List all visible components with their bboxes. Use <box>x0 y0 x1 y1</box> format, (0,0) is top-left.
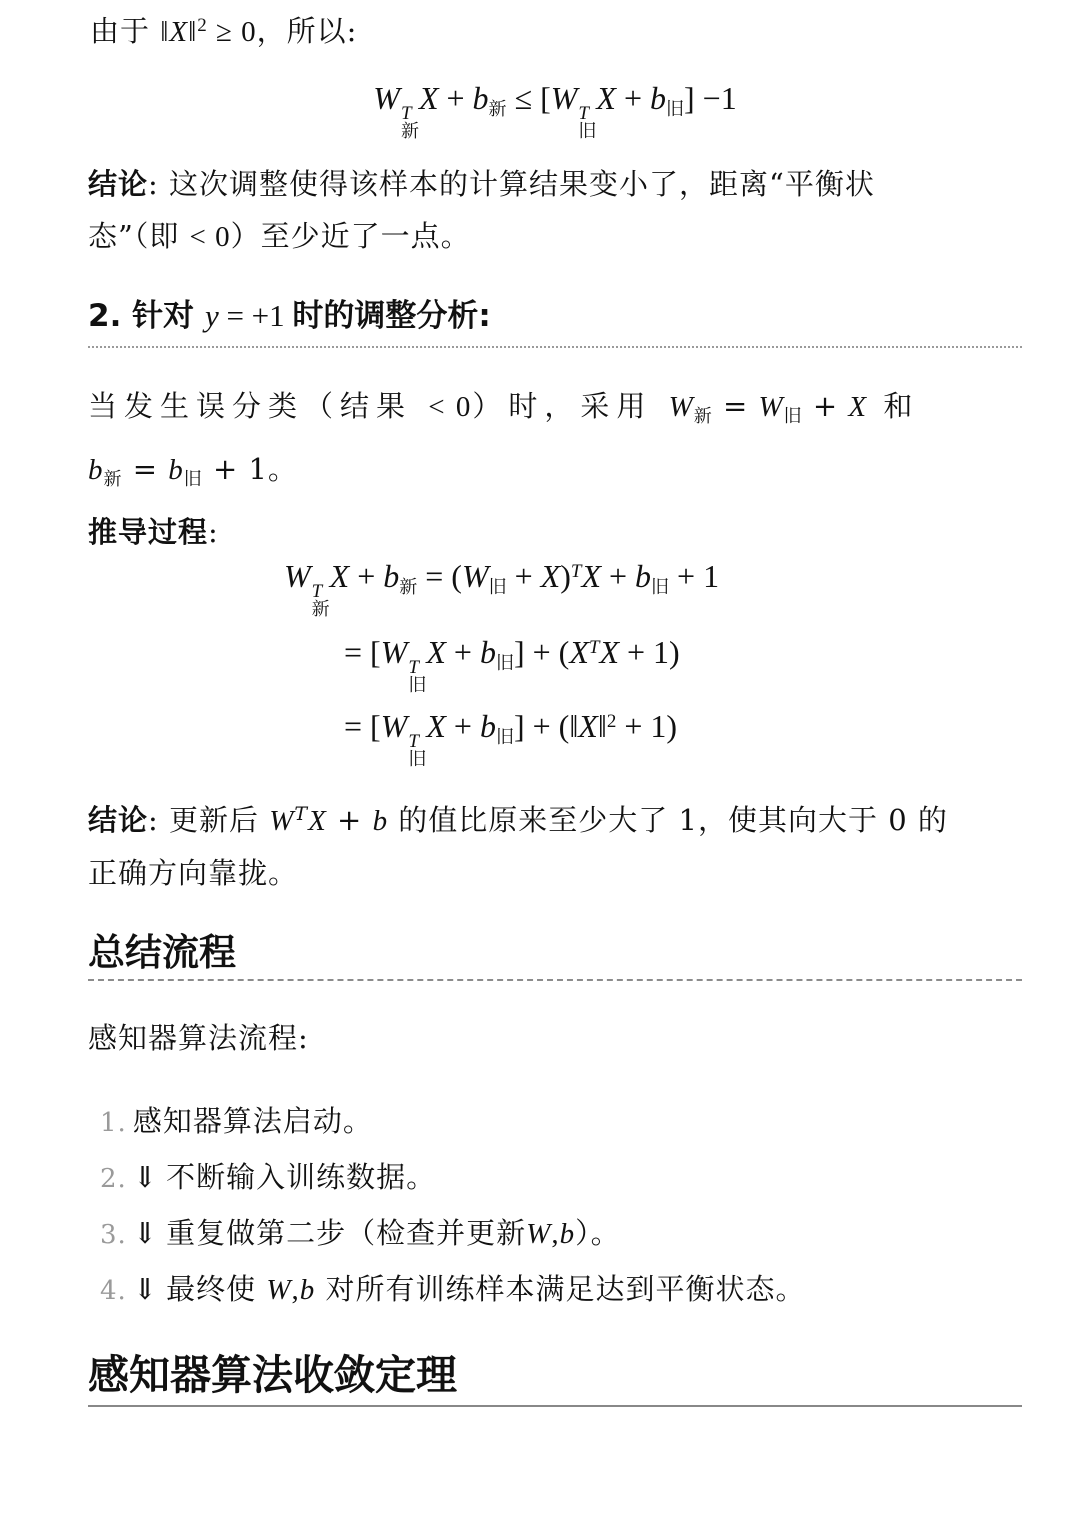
equation-tail: −1 <box>702 80 737 116</box>
list-item <box>100 1094 806 1150</box>
conclusion-2-text-c: ，使其向大于 <box>697 803 878 837</box>
conclusion-2-text-a: : 更新后 <box>148 803 260 837</box>
derivation-line-1: W T 新 $X + b_新 = (W_旧 + X)^TX + b_旧 + 1$ <box>284 558 720 620</box>
intro-line <box>90 0 357 58</box>
summary-divider <box>88 979 1022 981</box>
derivation-line-2: = [W T 旧 $X + b_旧] + (X^TX + 1)$ <box>344 634 680 696</box>
conclusion-2-one: 1 <box>678 803 698 837</box>
section-2-heading: 2. 针对 y = +1 时的调整分析: <box>88 298 491 334</box>
conclusion-2-text-b: 的值比原来至少大了 <box>398 803 669 837</box>
list-item <box>100 1150 806 1206</box>
down-arrow-icon: ⇓ <box>132 1272 159 1306</box>
intro-suffix: ，所以: <box>256 14 358 48</box>
conclusion-1-label: 结论 <box>88 167 149 201</box>
conclusion-2-zero: 0 <box>888 803 908 837</box>
conclusion-1-text-2a: 态”（即 <box>88 219 180 253</box>
down-arrow-icon: ⇓ <box>132 1216 159 1250</box>
list-text: 最终使 <box>166 1272 257 1306</box>
equation-inequality: W T 新 $X + b_新 \le [W$ T 旧 $X + b_旧] -1$ <box>373 80 737 142</box>
conclusion-2-text-d: 的 <box>917 803 948 837</box>
process-list <box>100 1094 806 1318</box>
list-text: 不断输入训练数据。 <box>166 1160 437 1194</box>
list-item: 3. ⇓ 重复做第二步（检查并更新W,b）。 <box>100 1216 621 1250</box>
summary-intro: 感知器算法流程: <box>88 1021 309 1055</box>
desc-b: ）时，采用 <box>472 389 653 423</box>
derivation-colon: : <box>208 515 219 549</box>
list-number: 3. <box>100 1220 127 1250</box>
section-2-divider <box>88 346 1022 348</box>
conclusion-2: 结论: 更新后 $W^TX + b$ 的值比原来至少大了 1，使其向大于 0 的 正确方向靠拢。 <box>88 803 948 890</box>
conclusion-1-text: : 这次调整使得该样本的计算结果变小了，距离“平衡状 <box>148 167 875 201</box>
list-number: 4. <box>100 1276 127 1306</box>
section-2-description: 当发生误分类（结果 < 0）时，采用 $W_新 = W_旧 + X$ 和 $b_新 = b_旧 + 1$。 推导过程: <box>88 389 920 549</box>
theorem-divider <box>88 1405 1022 1407</box>
intro-prefix: 由于 <box>90 14 151 48</box>
theorem-heading: 感知器算法收敛定理 <box>88 1351 457 1399</box>
conclusion-1-text-2b: ）至少近了一点。 <box>230 219 471 253</box>
summary-heading: 总结流程 <box>88 931 236 974</box>
section-2-heading-suffix: 时的调整分析: <box>292 298 491 334</box>
desc-a: 当发生误分类（结果 <box>88 389 413 423</box>
list-text: 重复做第二步（检查并更新 <box>166 1216 527 1250</box>
derivation-label: 推导过程 <box>88 515 209 549</box>
list-number: 2. <box>100 1164 127 1194</box>
list-number: 1. <box>100 1108 127 1138</box>
derivation-line-3: = [W T 旧 $X + b_旧$] + (‖X‖$^2$ + 1) <box>344 708 678 770</box>
list-text-tail: ）。 <box>575 1216 621 1250</box>
list-text-tail: 对所有训练样本满足达到平衡状态。 <box>325 1272 806 1306</box>
down-arrow-icon: ⇓ <box>132 1160 159 1194</box>
conclusion-2-line-2: 正确方向靠拢。 <box>88 856 299 890</box>
conclusion-1: 结论: 这次调整使得该样本的计算结果变小了，距离“平衡状 态”（即 < 0）至少近了一点。 <box>88 167 875 253</box>
list-text: 感知器算法启动。 <box>132 1104 373 1138</box>
desc-c: 和 <box>883 389 920 423</box>
conclusion-2-label: 结论 <box>88 803 149 837</box>
list-item: 4. ⇓ 最终使 W,b 对所有训练样本满足达到平衡状态。 <box>100 1272 806 1306</box>
section-2-heading-prefix: 2. 针对 <box>88 298 195 334</box>
norm-x-squared: ‖X‖$^2$ ≥ 0 <box>160 15 257 48</box>
